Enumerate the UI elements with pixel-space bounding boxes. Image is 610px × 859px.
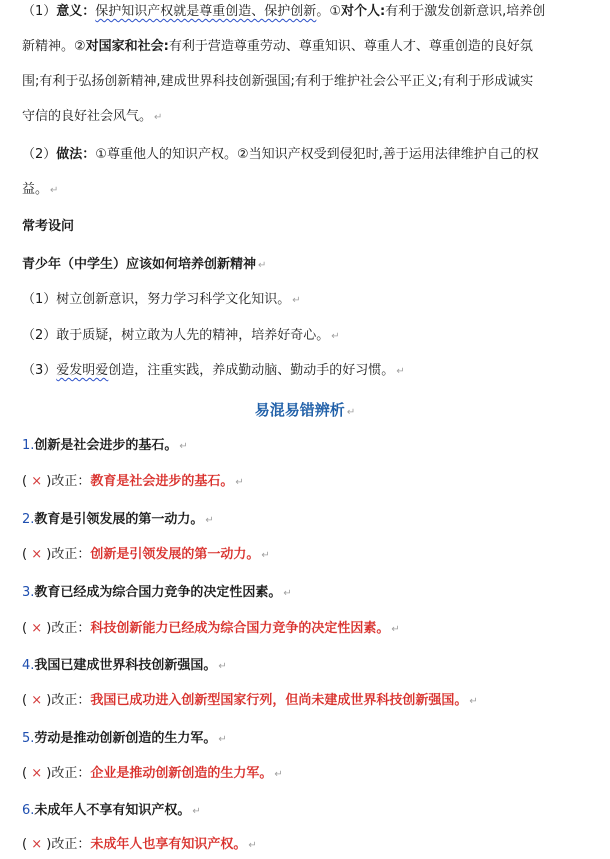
- paragraph-mark: ↵: [346, 407, 356, 418]
- cross-mark: ×: [27, 837, 47, 852]
- paragraph-mark: ↵: [179, 441, 188, 452]
- cross-mark: ×: [27, 693, 47, 708]
- paragraph-mark: ↵: [261, 550, 270, 561]
- statement-5: 5.劳动是推动创新创造的生力军。 ↵: [22, 731, 227, 746]
- method-line-1: （2）做法：①尊重他人的知识产权。②当知识产权受到侵犯时,善于运用法律维护自己的权: [22, 147, 539, 162]
- paragraph-mark: ↵: [192, 806, 201, 817]
- paragraph-mark: ↵: [235, 477, 244, 488]
- correction-2: ( × )改正：创新是引领发展的第一动力。 ↵: [22, 547, 270, 562]
- correction-1: ( × )改正：教育是社会进步的基石。 ↵: [22, 474, 244, 489]
- cross-mark: ×: [27, 766, 47, 781]
- correction-5: ( × )改正：企业是推动创新创造的生力军。 ↵: [22, 766, 283, 781]
- method-line-2: 益。 ↵: [22, 182, 59, 197]
- paragraph-mark: ↵: [396, 366, 405, 377]
- statement-1: 1.创新是社会进步的基石。 ↵: [22, 438, 188, 453]
- paragraph-mark: ↵: [331, 331, 340, 342]
- paragraph-mark: ↵: [283, 588, 292, 599]
- correction-4: ( × )改正：我国已成功进入创新型国家行列，但尚未建成世界科技创新强国。 ↵: [22, 693, 478, 708]
- statement-6: 6.未成年人不享有知识产权。 ↵: [22, 803, 201, 818]
- answer-1: （1）树立创新意识，努力学习科学文化知识。 ↵: [22, 292, 301, 307]
- paragraph-mark: ↵: [469, 696, 478, 707]
- statement-3: 3.教育已经成为综合国力竞争的决定性因素。 ↵: [22, 585, 292, 600]
- answer-3: （3）爱发明爱创造，注重实践，养成勤动脑、勤动手的好习惯。 ↵: [22, 363, 405, 378]
- statement-2: 2.教育是引领发展的第一动力。 ↵: [22, 512, 214, 527]
- cross-mark: ×: [27, 547, 47, 562]
- paragraph-mark: ↵: [391, 624, 400, 635]
- analysis-title: 易混易错辨析 ↵: [254, 401, 356, 419]
- frequent-questions-heading: 常考设问: [22, 219, 75, 234]
- correction-3: ( × )改正：科技创新能力已经成为综合国力竞争的决定性因素。 ↵: [22, 621, 400, 636]
- paragraph-mark: ↵: [248, 840, 257, 851]
- paragraph-mark: ↵: [50, 185, 59, 196]
- paragraph-mark: ↵: [154, 112, 163, 123]
- meaning-line-4: 守信的良好社会风气。 ↵: [22, 109, 163, 124]
- paragraph-mark: ↵: [292, 295, 301, 306]
- meaning-underlined-text: 保护知识产权就是尊重创造、保护创新: [95, 4, 317, 19]
- meaning-line-3: 围;有利于弘扬创新精神,建成世界科技创新强国;有利于维护社会公平正义;有利于形成诚实: [22, 74, 534, 89]
- answer-2: （2）敢于质疑，树立敢为人先的精神，培养好奇心。 ↵: [22, 328, 340, 343]
- meaning-line-1: （1）意义：保护知识产权就是尊重创造、保护创新。①对个人:有利于激发创新意识,培养创: [22, 4, 546, 19]
- frequent-question: 青少年（中学生）应该如何培养创新精神 ↵: [22, 257, 267, 272]
- paragraph-mark: ↵: [258, 260, 267, 271]
- paragraph-mark: ↵: [218, 734, 227, 745]
- correction-6: ( × )改正：未成年人也享有知识产权。 ↵: [22, 837, 257, 852]
- paragraph-mark: ↵: [205, 515, 214, 526]
- paragraph-mark: ↵: [274, 769, 283, 780]
- meaning-line-2: 新精神。②对国家和社会:有利于营造尊重劳动、尊重知识、尊重人才、尊重创造的良好氛: [22, 39, 533, 54]
- cross-mark: ×: [27, 621, 47, 636]
- cross-mark: ×: [27, 474, 47, 489]
- paragraph-mark: ↵: [218, 661, 227, 672]
- statement-4: 4.我国已建成世界科技创新强国。 ↵: [22, 658, 227, 673]
